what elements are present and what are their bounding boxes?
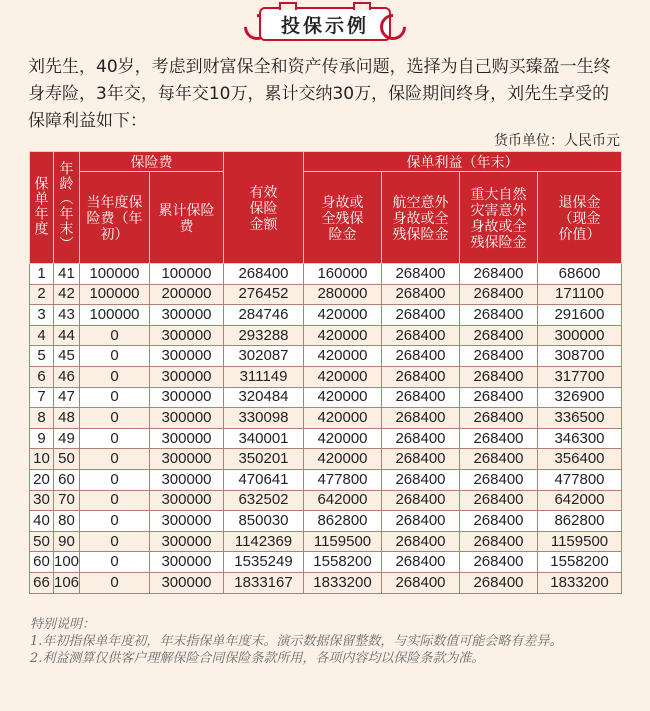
- table-cell: 1: [30, 264, 54, 285]
- table-cell: 268400: [382, 305, 460, 326]
- table-row: [30, 511, 622, 532]
- table-cell: 320484: [224, 387, 304, 408]
- table-cell: 268400: [460, 366, 538, 387]
- table-cell: 268400: [382, 572, 460, 593]
- table-cell: 10: [30, 449, 54, 470]
- table-cell: 268400: [460, 346, 538, 367]
- table-cell: 317700: [538, 366, 622, 387]
- header-policy-year: 保单年度: [30, 152, 54, 264]
- table-cell: 268400: [382, 346, 460, 367]
- table-cell: 100000: [80, 264, 150, 285]
- banner-title: 投保示例: [259, 7, 391, 41]
- table-cell: 50: [54, 449, 80, 470]
- table-cell: 40: [30, 511, 54, 532]
- table-cell: 20: [30, 469, 54, 490]
- table-cell: 336500: [538, 408, 622, 429]
- table-cell: 862800: [304, 511, 382, 532]
- table-cell: 1558200: [538, 552, 622, 573]
- table-cell: 45: [54, 346, 80, 367]
- table-cell: 8: [30, 408, 54, 429]
- table-cell: 80: [54, 511, 80, 532]
- table-cell: 160000: [304, 264, 382, 285]
- table-cell: 268400: [460, 469, 538, 490]
- table-cell: 268400: [460, 490, 538, 511]
- table-cell: 302087: [224, 346, 304, 367]
- table-cell: 350201: [224, 449, 304, 470]
- header-air-accident-benefit: 航空意外身故或全残保险金: [382, 172, 460, 264]
- table-cell: 268400: [460, 305, 538, 326]
- table-cell: 9: [30, 428, 54, 449]
- table-cell: 291600: [538, 305, 622, 326]
- table-cell: 300000: [150, 572, 224, 593]
- table-cell: 268400: [382, 387, 460, 408]
- table-cell: 3: [30, 305, 54, 326]
- table-cell: 268400: [382, 325, 460, 346]
- table-cell: 0: [80, 366, 150, 387]
- table-row: [30, 325, 622, 346]
- table-cell: 326900: [538, 387, 622, 408]
- header-premium-group: 保险费: [80, 152, 224, 172]
- table-cell: 268400: [224, 264, 304, 285]
- table-cell: 1535249: [224, 552, 304, 573]
- table-cell: 268400: [382, 469, 460, 490]
- header-cumulative-premium: 累计保险费: [150, 172, 224, 264]
- table-cell: 268400: [382, 284, 460, 305]
- table-cell: 4: [30, 325, 54, 346]
- table-cell: 420000: [304, 366, 382, 387]
- table-cell: 0: [80, 449, 150, 470]
- table-cell: 1159500: [304, 531, 382, 552]
- table-cell: 300000: [150, 387, 224, 408]
- table-cell: 42: [54, 284, 80, 305]
- table-row: [30, 284, 622, 305]
- table-cell: 0: [80, 408, 150, 429]
- header-death-benefit: 身故或全残保险金: [304, 172, 382, 264]
- table-cell: 268400: [460, 408, 538, 429]
- table-cell: 477800: [304, 469, 382, 490]
- table-cell: 300000: [538, 325, 622, 346]
- table-cell: 280000: [304, 284, 382, 305]
- table-cell: 268400: [460, 387, 538, 408]
- table-cell: 268400: [460, 264, 538, 285]
- table-cell: 1833200: [538, 572, 622, 593]
- table-cell: 0: [80, 490, 150, 511]
- table-cell: 44: [54, 325, 80, 346]
- header-effective-sum: 有效保险金额: [224, 152, 304, 264]
- header-annual-premium: 当年度保险费（年初）: [80, 172, 150, 264]
- table-row: [30, 449, 622, 470]
- table-cell: 300000: [150, 346, 224, 367]
- table-cell: 60: [54, 469, 80, 490]
- table-row: [30, 305, 622, 326]
- table-cell: 100000: [80, 284, 150, 305]
- table-cell: 268400: [382, 366, 460, 387]
- table-row: [30, 346, 622, 367]
- table-cell: 171100: [538, 284, 622, 305]
- table-cell: 420000: [304, 408, 382, 429]
- table-cell: 300000: [150, 531, 224, 552]
- table-cell: 268400: [382, 552, 460, 573]
- table-cell: 293288: [224, 325, 304, 346]
- table-cell: 420000: [304, 449, 382, 470]
- title-banner: [240, 6, 410, 42]
- table-cell: 632502: [224, 490, 304, 511]
- table-cell: 268400: [460, 449, 538, 470]
- table-cell: 340001: [224, 428, 304, 449]
- table-cell: 268400: [460, 428, 538, 449]
- table-cell: 6: [30, 366, 54, 387]
- table-cell: 420000: [304, 428, 382, 449]
- table-cell: 850030: [224, 511, 304, 532]
- table-cell: 0: [80, 346, 150, 367]
- table-cell: 470641: [224, 469, 304, 490]
- table-cell: 1558200: [304, 552, 382, 573]
- table-row: [30, 408, 622, 429]
- table-cell: 0: [80, 511, 150, 532]
- table-cell: 0: [80, 572, 150, 593]
- table-cell: 420000: [304, 346, 382, 367]
- intro-paragraph: 刘先生，40岁，考虑到财富保全和资产传承问题，选择为自己购买臻盈一生终身寿险，3年交，每年交10万，累计交纳30万，保险期间终身，刘先生享受的保障利益如下：: [28, 57, 611, 131]
- note-item: 2.利益测算仅供客户理解保险合同保险条款所用，各项内容均以保险条款为准。: [30, 651, 485, 666]
- table-cell: 300000: [150, 428, 224, 449]
- header-disaster-benefit: 重大自然灾害意外身故或全残保险金: [460, 172, 538, 264]
- table-cell: 0: [80, 428, 150, 449]
- table-cell: 66: [30, 572, 54, 593]
- table-cell: 268400: [382, 531, 460, 552]
- header-surrender-value: 退保金（现金价值）: [538, 172, 622, 264]
- table-cell: 200000: [150, 284, 224, 305]
- table-cell: 268400: [382, 428, 460, 449]
- table-cell: 284746: [224, 305, 304, 326]
- table-cell: 268400: [460, 325, 538, 346]
- table-cell: 100000: [80, 305, 150, 326]
- table-cell: 268400: [460, 284, 538, 305]
- table-cell: 2: [30, 284, 54, 305]
- header-benefit-group: 保单利益（年末）: [304, 152, 622, 172]
- table-cell: 300000: [150, 305, 224, 326]
- table-row: [30, 490, 622, 511]
- table-cell: 30: [30, 490, 54, 511]
- table-cell: 268400: [460, 531, 538, 552]
- table-cell: 311149: [224, 366, 304, 387]
- table-row: [30, 531, 622, 552]
- table-cell: 300000: [150, 490, 224, 511]
- table-cell: 43: [54, 305, 80, 326]
- table-row: [30, 469, 622, 490]
- table-cell: 1142369: [224, 531, 304, 552]
- table-row: [30, 264, 622, 285]
- table-cell: 60: [30, 552, 54, 573]
- table-cell: 268400: [382, 264, 460, 285]
- table-cell: 1833167: [224, 572, 304, 593]
- notes-section: [30, 616, 630, 667]
- table-cell: 642000: [538, 490, 622, 511]
- table-cell: 47: [54, 387, 80, 408]
- table-cell: 0: [80, 531, 150, 552]
- table-cell: 300000: [150, 449, 224, 470]
- table-cell: 0: [80, 325, 150, 346]
- table-cell: 1833200: [304, 572, 382, 593]
- table-cell: 346300: [538, 428, 622, 449]
- table-cell: 300000: [150, 511, 224, 532]
- table-cell: 68600: [538, 264, 622, 285]
- table-cell: 862800: [538, 511, 622, 532]
- table-cell: 46: [54, 366, 80, 387]
- table-cell: 7: [30, 387, 54, 408]
- table-cell: 268400: [382, 511, 460, 532]
- table-cell: 49: [54, 428, 80, 449]
- table-cell: 276452: [224, 284, 304, 305]
- table-cell: 1159500: [538, 531, 622, 552]
- table-cell: 0: [80, 552, 150, 573]
- table-row: [30, 572, 622, 593]
- table-cell: 5: [30, 346, 54, 367]
- table-row: [30, 428, 622, 449]
- header-age: 年龄（年末）: [54, 152, 80, 264]
- table-cell: 642000: [304, 490, 382, 511]
- table-cell: 300000: [150, 469, 224, 490]
- table-cell: 48: [54, 408, 80, 429]
- table-cell: 41: [54, 264, 80, 285]
- table-cell: 268400: [382, 449, 460, 470]
- table-cell: 90: [54, 531, 80, 552]
- table-cell: 268400: [460, 572, 538, 593]
- table-row: [30, 552, 622, 573]
- currency-unit: 货币单位：人民币元: [494, 133, 620, 149]
- table-cell: 300000: [150, 325, 224, 346]
- table-cell: 420000: [304, 387, 382, 408]
- table-row: [30, 366, 622, 387]
- table-cell: 50: [30, 531, 54, 552]
- table-cell: 70: [54, 490, 80, 511]
- table-cell: 300000: [150, 552, 224, 573]
- table-cell: 477800: [538, 469, 622, 490]
- table-cell: 300000: [150, 408, 224, 429]
- table-cell: 268400: [460, 552, 538, 573]
- notes-title: 特别说明：: [30, 617, 96, 632]
- table-cell: 300000: [150, 366, 224, 387]
- table-cell: 106: [54, 572, 80, 593]
- table-cell: 420000: [304, 325, 382, 346]
- table-cell: 268400: [382, 408, 460, 429]
- table-cell: 356400: [538, 449, 622, 470]
- benefit-table: [29, 151, 622, 594]
- table-cell: 100000: [150, 264, 224, 285]
- table-row: [30, 387, 622, 408]
- note-item: 1.年初指保单年度初，年末指保单年度末。演示数据保留整数，与实际数值可能会略有差异。: [30, 634, 563, 649]
- table-cell: 268400: [382, 490, 460, 511]
- table-cell: 0: [80, 469, 150, 490]
- table-cell: 308700: [538, 346, 622, 367]
- table-cell: 100: [54, 552, 80, 573]
- table-cell: 330098: [224, 408, 304, 429]
- table-cell: 0: [80, 387, 150, 408]
- table-cell: 268400: [460, 511, 538, 532]
- table-cell: 420000: [304, 305, 382, 326]
